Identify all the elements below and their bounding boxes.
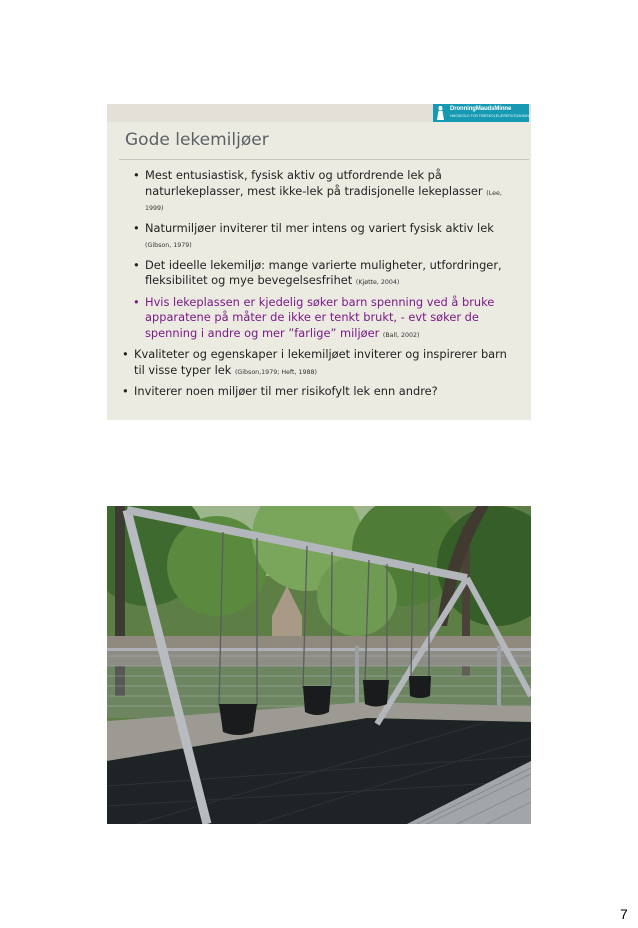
bullet-item [119,347,520,378]
bullet-icon: • [133,220,140,235]
bullet-item [125,221,520,252]
bullet-text: Hvis lekeplassen er kjedelig søker barn spenning ved å bruke apparatene på måter de ikke er tenkt brukt, - evt søker de spenning i andre og mer ”farlige” miljøer [145,294,495,340]
bullet-text: Mest entusiastisk, fysisk aktiv og utfordrende lek på naturlekeplasser, mest ikke-lek på tradisjonelle lekeplasser [145,168,483,198]
bullet-item [125,168,520,215]
bullet-text: Det ideelle lekemiljø: mange varierte muligheter, utfordringer, fleksibilitet og mye bevegelsesfrihet [145,257,502,287]
slide-title: Gode lekemiljøer [125,130,269,150]
bullet-text: Kvaliteter og egenskaper i lekemiljøet inviterer og inspirerer barn til visse typer lek [134,347,507,377]
bullet-citation: (Kjøtte, 2004) [355,279,400,286]
swing-set-image [107,506,531,824]
slide [107,104,531,420]
logo-name: DronningMaudsMinne [450,106,512,112]
bullet-icon: • [133,168,140,182]
institution-logo [433,104,532,122]
bullet-icon: • [133,257,140,272]
bullet-citation: (Ball, 2002) [382,331,420,339]
queen-figure-icon [436,106,445,120]
title-divider [119,159,529,160]
bullet-icon: • [122,384,129,398]
bullet-text: Inviterer noen miljøer til mer risikofylt lek enn andre? [134,384,438,398]
bullet-citation: (Gibson, 1979) [145,242,192,249]
bullet-text: Naturmiljøer inviterer til mer intens og variert fysisk aktiv lek [145,220,494,235]
bullet-item [119,384,520,400]
bullet-item [125,295,520,342]
bullet-citation: (Lee, 1999) [145,189,502,212]
bullet-icon: • [133,294,140,309]
bullet-list [122,168,520,406]
bullet-citation: (Gibson,1979; Heft, 1988) [234,368,317,376]
playground-photo [107,506,531,824]
logo-subtitle: HØGSKOLE FOR FØRSKOLELÆRERUTDANNING [450,114,532,118]
bullet-item [125,258,520,289]
bullet-icon: • [122,347,129,361]
page-number: 7 [620,906,628,922]
